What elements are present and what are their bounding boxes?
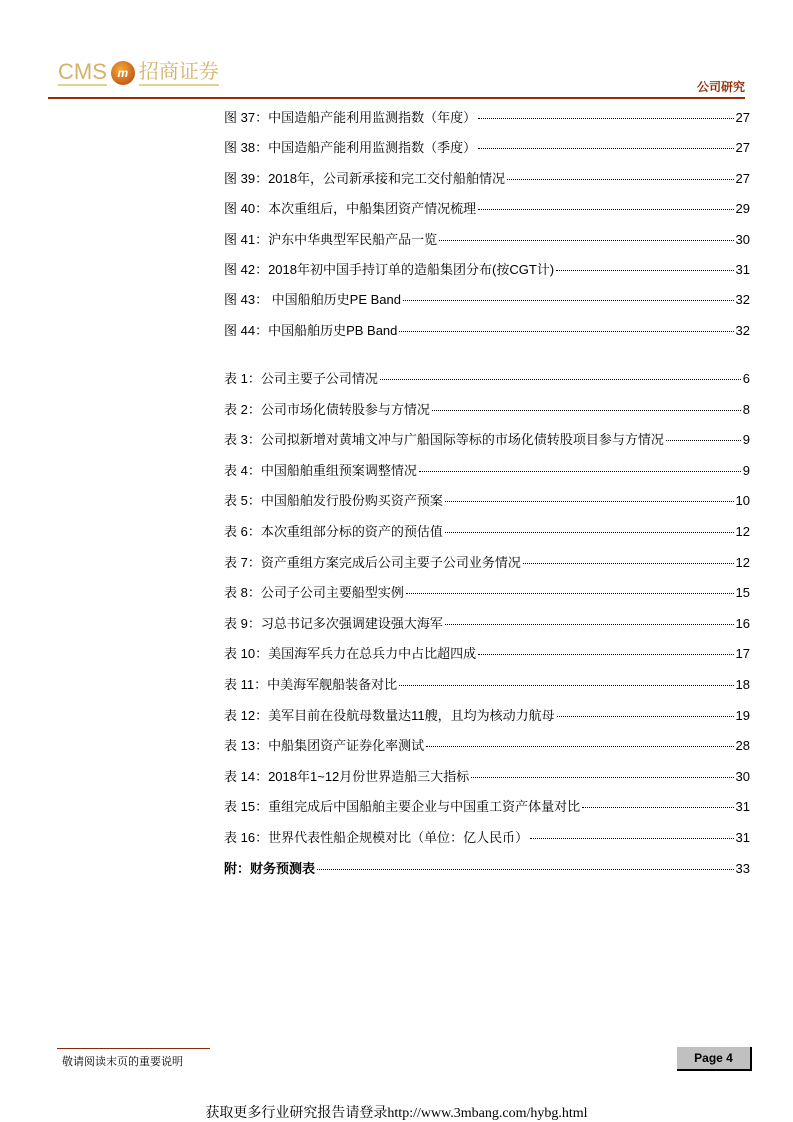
toc-entry[interactable] <box>224 137 750 155</box>
toc-entry-label: 表 13：中船集团资产证券化率测试 <box>224 738 425 754</box>
toc-entry[interactable] <box>224 827 750 845</box>
toc-entry-label: 表 5：中国船舶发行股份购买资产预案 <box>224 493 443 509</box>
leader-dots <box>399 685 733 686</box>
toc-entry-label: 表 2：公司市场化债转股参与方情况 <box>224 401 430 417</box>
toc-entry-page: 27 <box>735 170 750 186</box>
toc-entry-page: 31 <box>735 262 750 277</box>
toc-entry[interactable] <box>224 107 750 125</box>
toc-entry[interactable] <box>224 796 750 814</box>
cms-logo <box>58 60 219 86</box>
toc-entry[interactable] <box>224 674 750 692</box>
leader-dots <box>399 331 733 332</box>
toc-entry[interactable] <box>224 259 750 277</box>
toc-entry-label: 表 6：本次重组部分标的资产的预估值 <box>224 524 443 539</box>
leader-dots <box>530 838 733 839</box>
toc-entry-page: 33 <box>735 860 750 876</box>
section-label: 公司研究 <box>696 80 745 94</box>
toc-entry-page: 12 <box>735 524 750 539</box>
footer-divider <box>57 1048 210 1049</box>
toc-entry-label: 图 44：中国船舶历史PB Band <box>224 322 398 338</box>
page-number: Page 4 <box>677 1047 752 1071</box>
toc-entry-label: 图 37：中国造船产能利用监测指数（年度） <box>224 110 477 125</box>
toc-entry-page: 8 <box>742 401 750 417</box>
header-divider <box>48 97 745 99</box>
toc-entry[interactable] <box>224 552 750 570</box>
toc-entry-label: 表 15：重组完成后中国船舶主要企业与中国重工资产体量对比 <box>224 799 581 815</box>
toc-entry-label: 表 12：美军目前在役航母数量达11艘，且均为核动力航母 <box>224 707 555 723</box>
leader-dots <box>478 118 733 119</box>
toc-entry-page: 32 <box>735 292 750 308</box>
toc-entry[interactable] <box>224 429 750 447</box>
toc-entry-page: 29 <box>735 201 750 217</box>
toc-entry-label: 表 1：公司主要子公司情况 <box>224 371 378 386</box>
toc-entry[interactable] <box>224 198 750 216</box>
leader-dots <box>556 270 733 271</box>
toc-entry-page: 16 <box>735 615 750 631</box>
leader-dots <box>317 869 734 870</box>
toc-entry[interactable] <box>224 320 750 338</box>
toc-entry-page: 10 <box>735 493 750 509</box>
toc-entry[interactable] <box>224 399 750 417</box>
leader-dots <box>445 624 734 625</box>
toc-entry-page: 31 <box>735 830 750 845</box>
toc-entry-label: 表 3：公司拟新增对黄埔文冲与广船国际等标的市场化债转股项目参与方情况 <box>224 432 664 448</box>
toc-entry-page: 28 <box>735 738 750 754</box>
leader-dots <box>439 240 733 241</box>
toc-entry-page: 19 <box>735 707 750 723</box>
toc-entry[interactable] <box>224 858 750 876</box>
toc-entry[interactable] <box>224 735 750 753</box>
toc-entry[interactable] <box>224 521 750 539</box>
logo-emblem-icon: m <box>111 61 135 85</box>
leader-dots <box>557 716 734 717</box>
toc-entry[interactable] <box>224 582 750 600</box>
leader-dots <box>406 593 734 594</box>
toc-entry[interactable] <box>224 368 750 386</box>
toc-entry[interactable] <box>224 460 750 478</box>
toc-entry-label: 表 7：资产重组方案完成后公司主要子公司业务情况 <box>224 554 521 570</box>
promo-link[interactable]: 获取更多行业研究报告请登录http://www.3mbang.com/hybg.html <box>205 1106 588 1121</box>
toc-entry-page: 27 <box>735 110 750 125</box>
leader-dots <box>445 532 734 533</box>
toc-entry-page: 31 <box>735 799 750 815</box>
toc-entry[interactable] <box>224 229 750 247</box>
leader-dots <box>380 379 741 380</box>
toc-entry-page: 30 <box>735 768 750 784</box>
toc-entry-label: 图 38：中国造船产能利用监测指数（季度） <box>224 140 477 156</box>
leader-dots <box>471 777 733 778</box>
toc-entry-label: 表 14：2018年1~12月份世界造船三大指标 <box>224 768 470 784</box>
toc-entry-page: 9 <box>742 432 750 448</box>
toc-entry-label: 表 10：美国海军兵力在总兵力中占比超四成 <box>224 646 477 662</box>
toc-entry-page: 15 <box>735 585 750 601</box>
toc-entry-label: 表 16：世界代表性船企规模对比（单位：亿人民币） <box>224 830 529 845</box>
logo-cn: 招商证券 <box>139 60 219 86</box>
toc-entry-page: 32 <box>735 322 750 338</box>
logo-text: CMS <box>58 59 107 84</box>
toc-entry-page: 12 <box>735 554 750 570</box>
toc-entry[interactable] <box>224 168 750 186</box>
toc-entry-label: 图 42：2018年初中国手持订单的造船集团分布(按CGT计) <box>224 262 555 277</box>
toc-entry-page: 6 <box>742 371 750 386</box>
toc-entry-label: 表 11：中美海军舰船装备对比 <box>224 677 398 692</box>
toc-entry-page: 9 <box>742 462 750 478</box>
leader-dots <box>419 471 741 472</box>
toc-entry-page: 18 <box>735 677 750 692</box>
toc-entry[interactable] <box>224 490 750 508</box>
leader-dots <box>666 440 741 441</box>
toc-entry-label: 表 8：公司子公司主要船型实例 <box>224 585 404 601</box>
toc-entry-page: 27 <box>735 140 750 156</box>
toc-entry[interactable] <box>224 705 750 723</box>
leader-dots <box>507 179 734 180</box>
toc-entry-label: 图 39：2018年，公司新承接和完工交付船舶情况 <box>224 170 505 186</box>
leader-dots <box>478 654 733 655</box>
toc-entry[interactable] <box>224 613 750 631</box>
leader-dots <box>478 209 733 210</box>
leader-dots <box>445 501 734 502</box>
toc-entry-page: 17 <box>735 646 750 662</box>
leader-dots <box>478 148 733 149</box>
toc-entry-label: 图 43： 中国船舶历史PE Band <box>224 292 401 308</box>
toc-entry-label: 附：财务预测表 <box>224 860 316 876</box>
toc-entry-page: 30 <box>735 231 750 247</box>
toc-entry-label: 表 4：中国船舶重组预案调整情况 <box>224 462 417 478</box>
toc-entry[interactable] <box>224 766 750 784</box>
toc-entry[interactable] <box>224 643 750 661</box>
leader-dots <box>523 563 734 564</box>
leader-dots <box>432 410 741 411</box>
toc-entry-label: 图 41：沪东中华典型军民船产品一览 <box>224 231 438 247</box>
footer-note: 敬请阅读末页的重要说明 <box>62 1056 183 1068</box>
toc-entry[interactable] <box>224 289 750 307</box>
leader-dots <box>426 746 733 747</box>
toc-entry-label: 表 9：习总书记多次强调建设强大海军 <box>224 615 443 631</box>
toc-entry-label: 图 40：本次重组后，中船集团资产情况梳理 <box>224 201 477 217</box>
leader-dots <box>403 300 734 301</box>
leader-dots <box>582 807 733 808</box>
